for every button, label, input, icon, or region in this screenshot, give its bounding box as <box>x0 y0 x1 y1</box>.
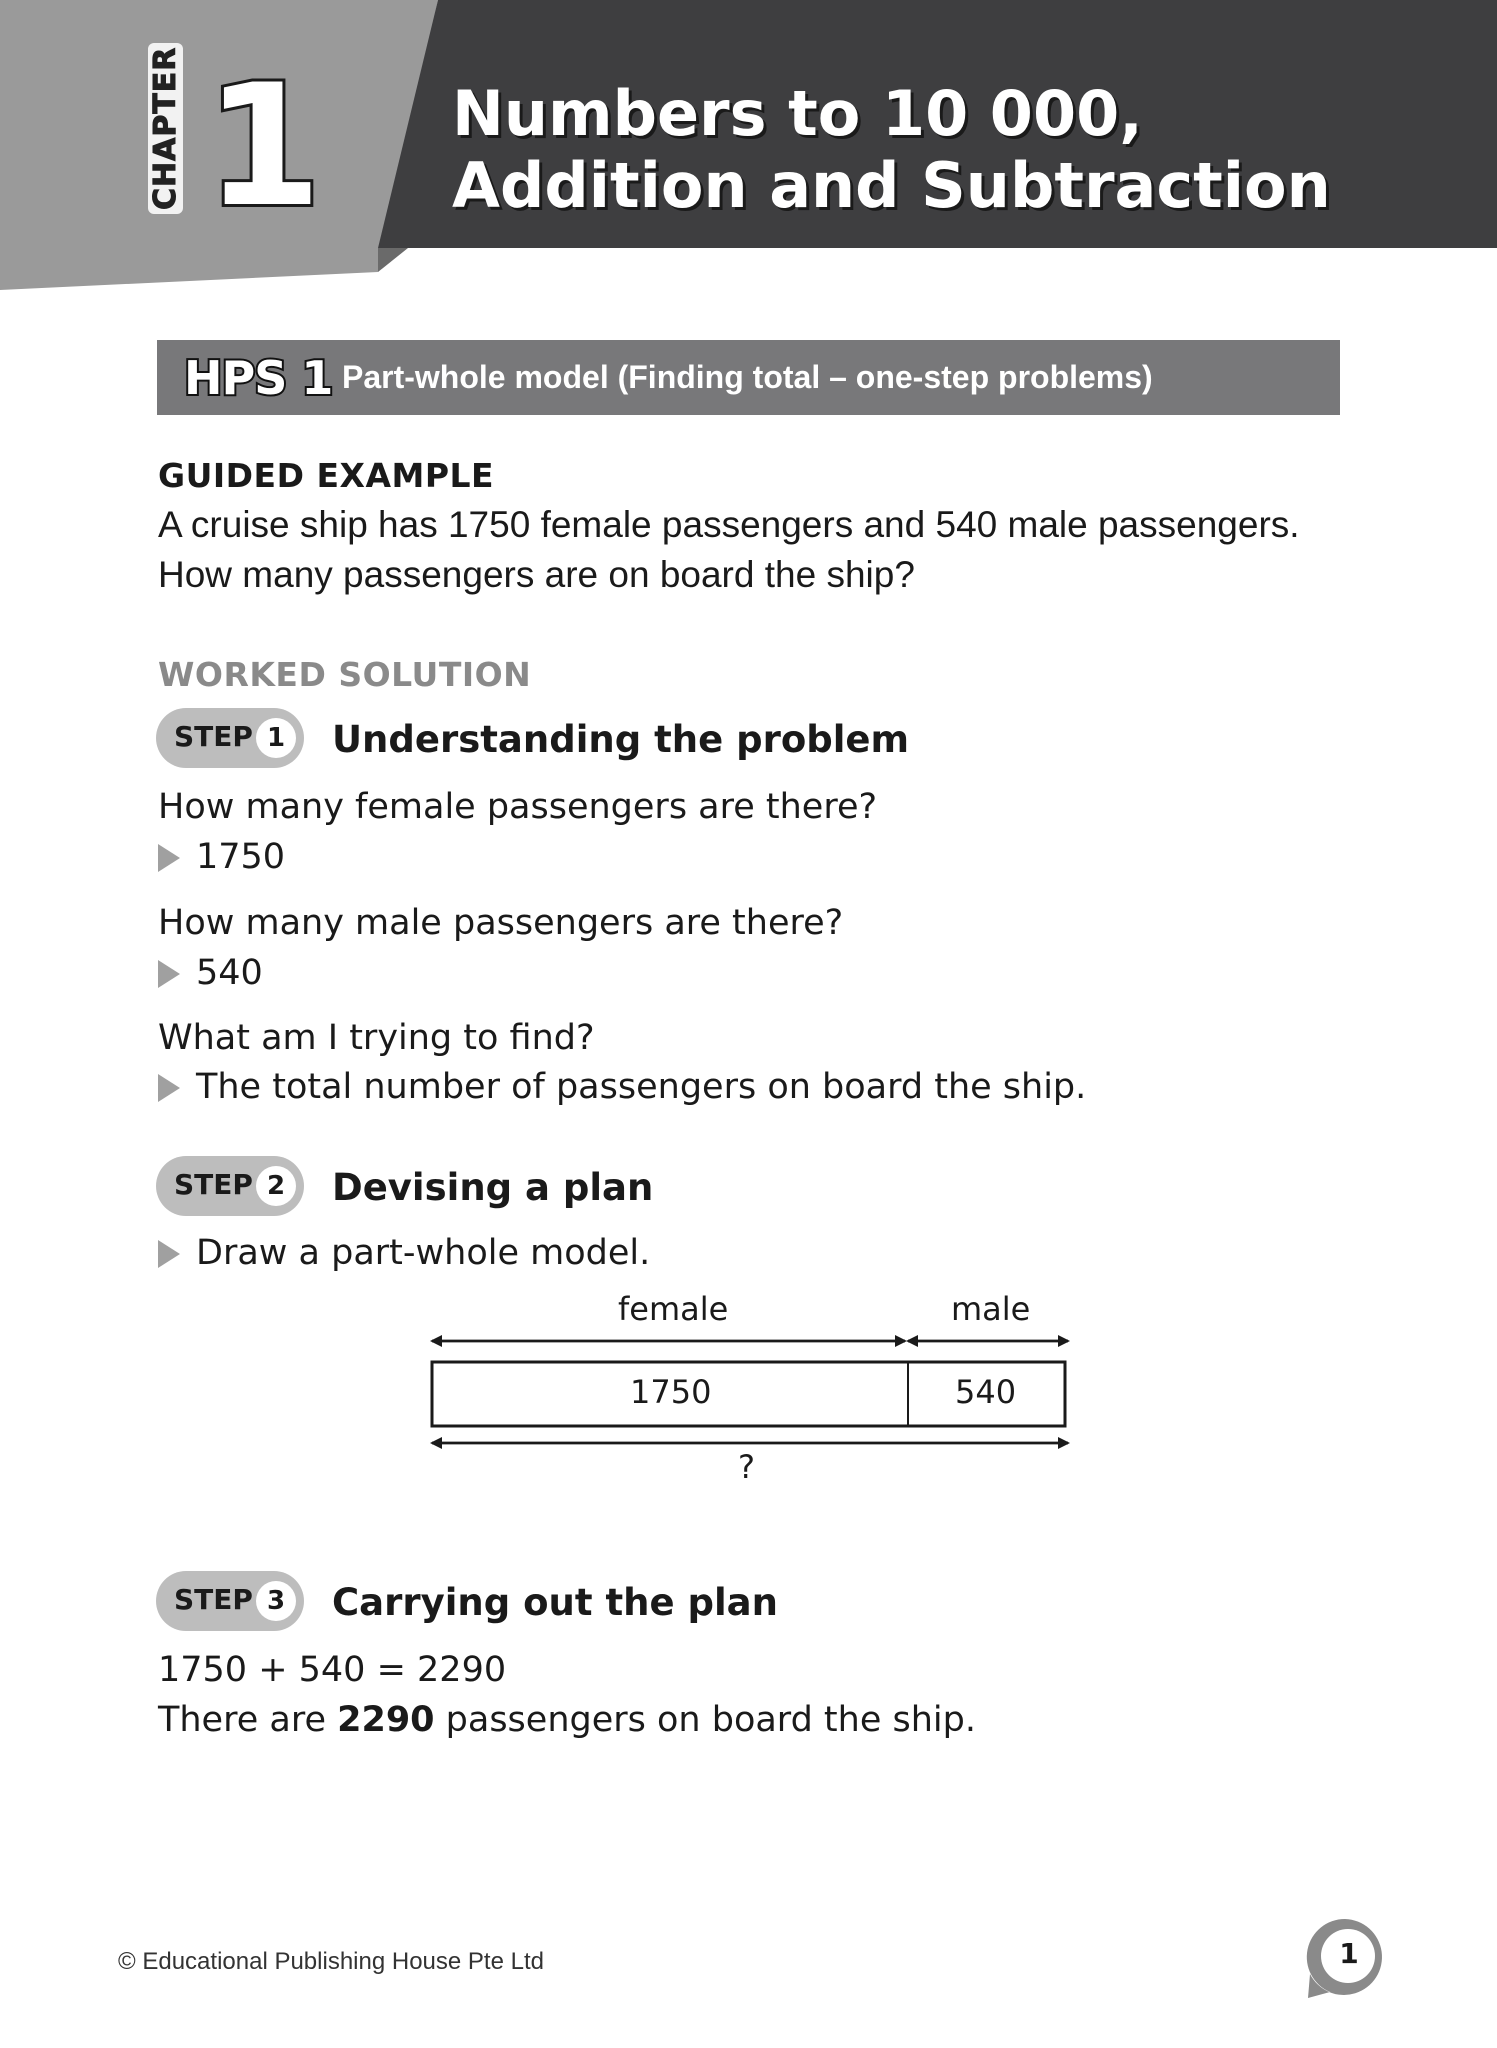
answer-value: 2290 <box>337 1700 435 1740</box>
page-number: 1 <box>1339 1937 1359 1970</box>
guided-example-heading: GUIDED EXAMPLE <box>158 456 495 495</box>
step-2-answer-1: Draw a part-whole model. <box>196 1233 651 1273</box>
step-1-title: Understanding the problem <box>332 718 910 761</box>
section-tag: HPS 1 <box>184 351 333 405</box>
chapter-title-line2: Addition and Subtraction <box>452 149 1331 222</box>
step-3-title: Carrying out the plan <box>332 1581 778 1624</box>
step-1-answer-2: 540 <box>196 953 263 993</box>
model-label-male: male <box>951 1290 1031 1328</box>
step-1-question-1: How many female passengers are there? <box>158 787 878 827</box>
model-value-female: 1750 <box>630 1373 712 1411</box>
chapter-title-line1: Numbers to 10 000, <box>452 77 1143 150</box>
worked-solution-heading: WORKED SOLUTION <box>158 655 532 694</box>
part-whole-model <box>420 1290 1080 1490</box>
page-number-badge <box>1300 1914 1390 2004</box>
arrow-bullet-icon <box>158 1074 180 1102</box>
step-3-number: 3 <box>256 1581 296 1621</box>
model-label-female: female <box>618 1290 729 1328</box>
chapter-word: CHAPTER <box>148 43 183 214</box>
answer-suffix: passengers on board the ship. <box>434 1700 976 1740</box>
step-1-word: STEP <box>174 720 253 753</box>
chapter-label <box>148 46 188 214</box>
answer-prefix: There are <box>158 1700 338 1740</box>
step-3-word: STEP <box>174 1583 253 1616</box>
arrow-bullet-icon <box>158 1240 180 1268</box>
model-value-male: 540 <box>955 1373 1017 1411</box>
chapter-number: 1 <box>205 48 322 244</box>
step-2-word: STEP <box>174 1168 253 1201</box>
section-subtitle: Part-whole model (Finding total – one-step problems) <box>342 359 1153 395</box>
step-1-answer-3: The total number of passengers on board the ship. <box>196 1067 1087 1107</box>
guided-question-line1: A cruise ship has 1750 female passengers and 540 male passengers. <box>158 504 1300 545</box>
step-2-title: Devising a plan <box>332 1166 654 1209</box>
copyright-notice: © Educational Publishing House Pte Ltd <box>118 1948 544 1975</box>
arrow-bullet-icon <box>158 844 180 872</box>
step-3-equation: 1750 + 540 = 2290 <box>158 1650 507 1690</box>
step-1-number: 1 <box>256 718 296 758</box>
step-1-answer-1: 1750 <box>196 837 286 877</box>
step-2-number: 2 <box>256 1166 296 1206</box>
chapter-title <box>452 78 1452 222</box>
step-3-answer <box>158 1695 976 1745</box>
step-1-question-2: How many male passengers are there? <box>158 903 844 943</box>
guided-question-line2: How many passengers are on board the ship? <box>158 554 915 595</box>
step-1-question-3: What am I trying to find? <box>158 1018 595 1058</box>
arrow-bullet-icon <box>158 960 180 988</box>
model-total-label: ? <box>738 1448 755 1486</box>
